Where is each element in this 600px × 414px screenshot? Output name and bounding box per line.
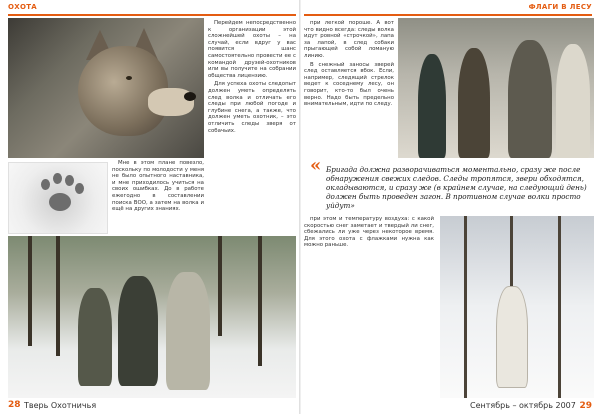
tree <box>258 236 262 366</box>
paragraph: при этом и температуру воздуха: с какой скоростью снег заметает и твердый ли снег, сбежались ли уже через некоторое время. Для этого охота с флажками нужна как можно раньше. <box>304 216 434 249</box>
header-rule-left <box>8 14 296 16</box>
text-column-left-main <box>208 20 296 232</box>
hunters-group-photo <box>398 18 594 158</box>
paragraph: Для успеха охоты следопыт должен уметь определять след волка и отличать его следы при любой погоде и глубине снега, а также, что должен уметь охотник, – это отличить следы зверя от собачьих. <box>208 81 296 134</box>
hunter-figure <box>458 48 490 158</box>
paragraph: при легкой пороше. А вот что видно всегда: следы волка идут ровной «строчкой», лапа за лапой, в след собаки прыгающей собой ломаную линию. <box>304 20 394 59</box>
hunter-figure <box>166 272 210 390</box>
wolf-nose <box>184 92 196 101</box>
text-column-right-1 <box>304 20 394 155</box>
magazine-name: Тверь Охотничья <box>24 401 97 410</box>
section-header-right: ФЛАГИ В ЛЕСУ <box>528 3 592 11</box>
page-number-right: 29 <box>579 401 592 411</box>
wolf-photo <box>8 18 204 158</box>
hunter-figure <box>556 44 590 158</box>
header-rule-right <box>304 14 592 16</box>
quote-mark: « <box>310 155 322 176</box>
hunter-figure <box>78 288 112 386</box>
hunter-figure <box>418 54 446 158</box>
paragraph: Перейдем непосредственно к организации этой сложнейшей охоты – на случай, если вдруг у вас появится шанс самостоятельно провести ее с командой друзей-охотников или вы получите на собрании общества лицензию. <box>208 20 296 79</box>
issue-date: Сентябрь – октябрь 2007 <box>470 401 576 410</box>
section-header-left: ОХОТА <box>8 3 37 11</box>
tree <box>56 236 60 356</box>
hunter-figure <box>508 40 552 158</box>
hunter-figure <box>118 276 158 386</box>
text-column-right-2 <box>304 216 434 394</box>
page-number-left: 28 <box>8 400 21 410</box>
tree <box>464 216 467 398</box>
hunters-winter-photo <box>8 236 296 398</box>
wolf-eye <box>126 76 132 80</box>
paragraph: В снежный заносы зверей след оставляется вбок. Если, например, следящий стрелок ведет к соседнему лесу, он говорит, кто-то был очень верно. Надо быть предельно внимательным, идти по следу. <box>304 61 394 108</box>
hunter-figure <box>496 286 528 388</box>
page-gutter <box>299 0 301 414</box>
paragraph: Мне в этом плане повезло, поскольку по молодости у меня не было опытного наставника, и мне приходилось учиться на своих ошибках. До в работе ежегодно в составлении поиска ВОО, а затем на волка и ещё на других знаниях. <box>112 160 204 213</box>
text-column-left-mid <box>112 160 204 234</box>
tree <box>28 236 32 346</box>
snow-forest-photo <box>440 216 594 398</box>
pull-quote <box>310 155 594 210</box>
tree <box>218 236 222 336</box>
tree <box>558 216 561 398</box>
pull-quote-text: Бригада должна разворачиваться моментально, сразу же после обнаружения свежих следов. Следы тропятся, звери обходятся, окладываются, и сразу же (в крайнем случае, на следующий день) должен быть проведен загон. В противном случае волки просто уйдут» <box>326 165 587 210</box>
